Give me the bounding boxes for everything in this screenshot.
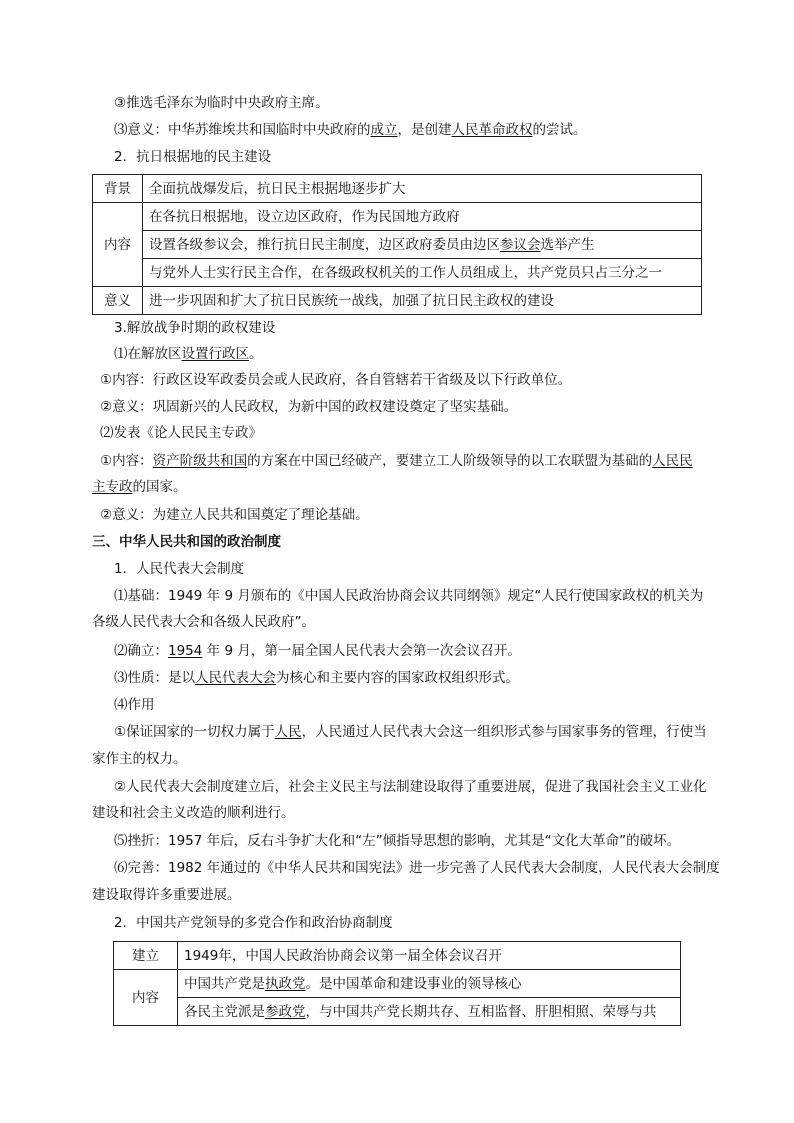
paragraph: ⑴基础：1949 年 9 月颁布的《中国人民政治协商会议共同纲领》规定“人民行使国家政权的机关为 xyxy=(114,588,704,604)
paragraph: ⑸挫折：1957 年后，反右斗争扩大化和“左”倾指导思想的影响，尤其是“文化大革命”的破坏。 xyxy=(114,833,681,849)
table-cell: 全面抗战爆发后，抗日民主根据地逐步扩大 xyxy=(143,175,702,203)
paragraph: ⑴在解放区设置行政区。 xyxy=(114,346,263,362)
paragraph: ⑶意义：中华苏维埃共和国临时中央政府的成立，是创建人民革命政权的尝试。 xyxy=(114,122,587,138)
table-header-content: 内容 xyxy=(114,970,178,1026)
paragraph: ⑹完善：1982 年通过的《中华人民共和国宪法》进一步完善了人民代表大会制度，人民代表大会制度 xyxy=(114,860,720,876)
table-header-meaning: 意义 xyxy=(93,287,143,315)
table-cell: 设置各级参议会，推行抗日民主制度，边区政府委员由边区参议会选举产生 xyxy=(143,231,702,259)
section-heading: 1．人民代表大会制度 xyxy=(114,561,245,577)
table-cell: 中国共产党是执政党。是中国革命和建设事业的领导核心 xyxy=(178,970,681,998)
paragraph: ②人民代表大会制度建立后，社会主义民主与法制建设取得了重要进展，促进了我国社会主义工业化 xyxy=(114,779,707,795)
table-cell: 进一步巩固和扩大了抗日民族统一战线，加强了抗日民主政权的建设 xyxy=(143,287,702,315)
paragraph-continuation: 家作主的权力。 xyxy=(92,751,187,767)
paragraph: ⑵确立：1954 年 9 月，第一届全国人民代表大会第一次会议召开。 xyxy=(114,643,521,659)
paragraph-continuation: 主专政的国家。 xyxy=(92,479,187,495)
section-heading: 2．中国共产党领导的多党合作和政治协商制度 xyxy=(114,915,393,931)
paragraph: ③推选毛泽东为临时中央政府主席。 xyxy=(114,95,329,111)
paragraph: ①内容：行政区设军政委员会或人民政府，各自管辖若干省级及以下行政单位。 xyxy=(100,372,572,388)
paragraph: ①内容：资产阶级共和国的方案在中国已经破产，要建立工人阶级领导的以工农联盟为基础的人民民 xyxy=(100,453,693,469)
table-header-background: 背景 xyxy=(93,175,143,203)
paragraph-continuation: 建设和社会主义改造的顺利进行。 xyxy=(92,805,295,821)
table-header-content: 内容 xyxy=(93,203,143,287)
section-heading: 3.解放战争时期的政权建设 xyxy=(114,320,276,336)
section-heading: 2．抗日根据地的民主建设 xyxy=(114,149,272,165)
paragraph: ⑶性质：是以人民代表大会为核心和主要内容的国家政权组织形式。 xyxy=(114,670,519,686)
table-header-establishment: 建立 xyxy=(114,942,178,970)
paragraph: ②意义：为建立人民共和国奠定了理论基础。 xyxy=(100,507,369,523)
table-cell: 1949年，中国人民政治协商会议第一届全体会议召开 xyxy=(178,942,681,970)
paragraph: ①保证国家的一切权力属于人民，人民通过人民代表大会这一组织形式参与国家事务的管理，行使当 xyxy=(114,724,707,740)
table-cell: 在各抗日根据地，设立边区政府，作为民国地方政府 xyxy=(143,203,702,231)
table-cell: 与党外人士实行民主合作，在各级政权机关的工作人员组成上，共产党员只占三分之一 xyxy=(143,259,702,287)
paragraph: ②意义：巩固新兴的人民政权，为新中国的政权建设奠定了坚实基础。 xyxy=(100,399,518,415)
section-heading: 三、中华人民共和国的政治制度 xyxy=(92,534,281,550)
democracy-table xyxy=(92,174,702,315)
table-cell: 各民主党派是参政党，与中国共产党长期共存、互相监督、肝胆相照、荣辱与共 xyxy=(178,998,681,1026)
paragraph: ⑷作用 xyxy=(114,697,155,713)
party-cooperation-table xyxy=(113,941,681,1026)
paragraph: ⑵发表《论人民民主专政》 xyxy=(100,425,262,441)
paragraph-continuation: 各级人民代表大会和各级人民政府”。 xyxy=(92,614,315,630)
paragraph-continuation: 建设取得许多重要进展。 xyxy=(92,887,241,903)
